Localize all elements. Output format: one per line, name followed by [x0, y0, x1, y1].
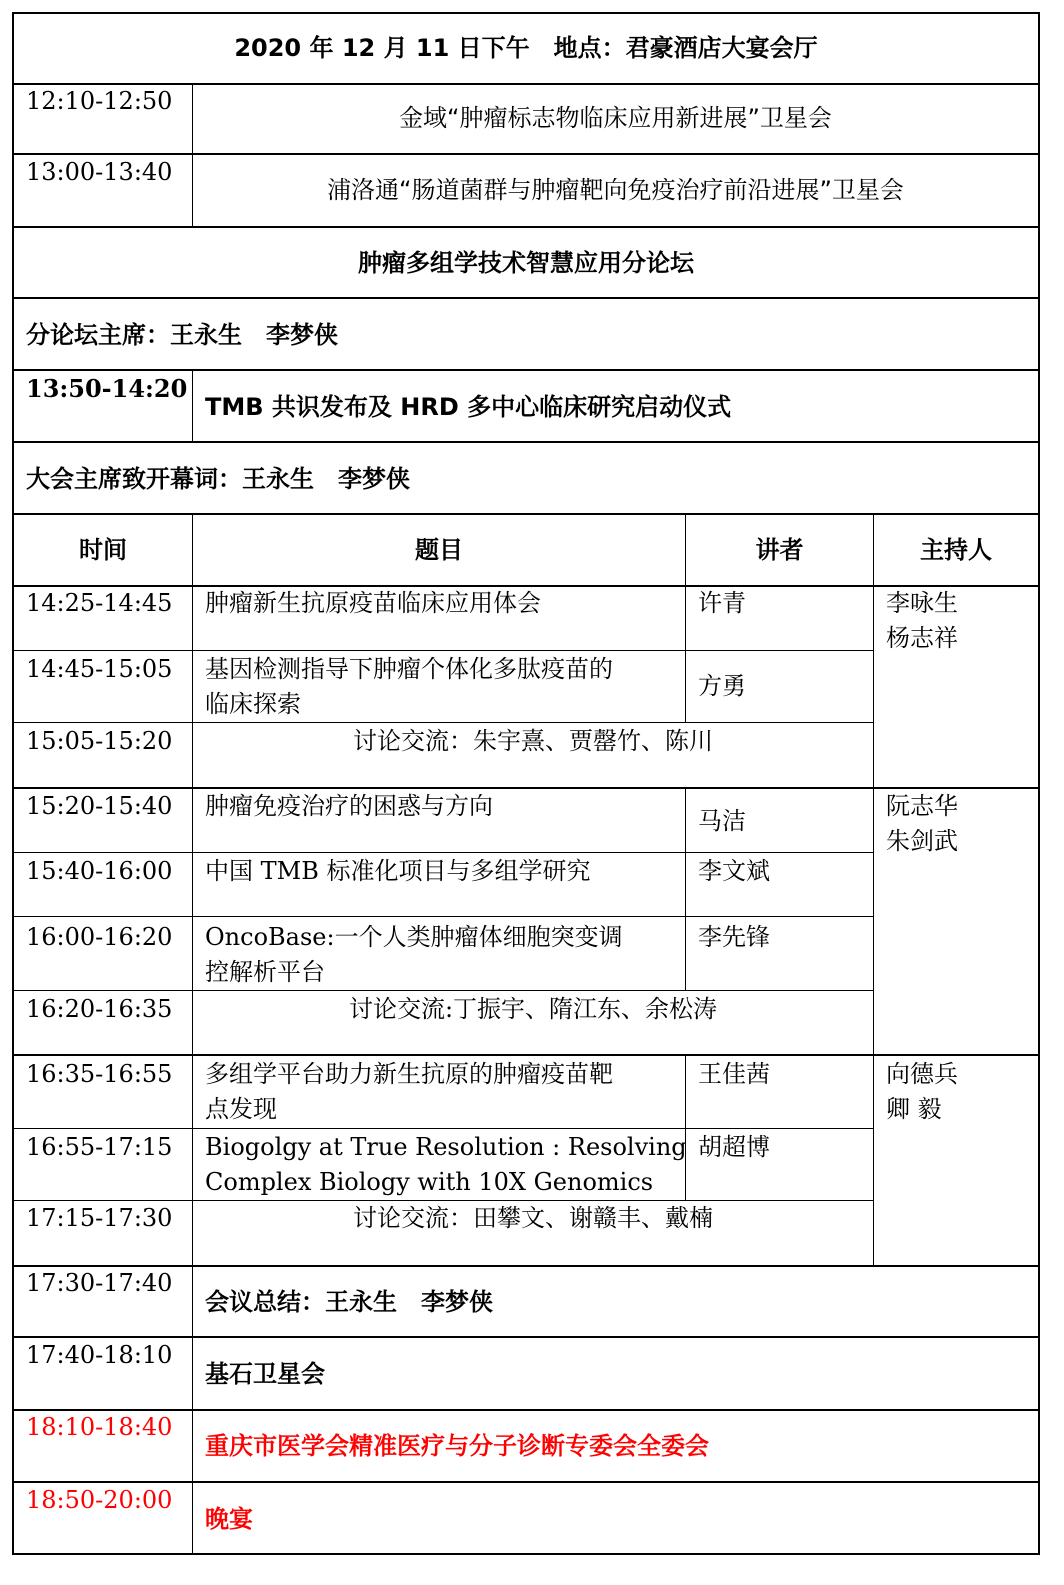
closing-time: 17:30-17:40 [26, 1269, 173, 1297]
talk-topic: Biogolgy at True Resolution : Resolving [205, 1133, 687, 1161]
closing-time: 18:50-20:00 [26, 1486, 173, 1514]
closing-title: 基石卫星会 [205, 1360, 325, 1388]
talk-time: 15:20-15:40 [26, 792, 173, 820]
talk-topic: 控解析平台 [205, 958, 325, 986]
session-host: 阮志华 [886, 792, 958, 820]
talk-topic: 中国 TMB 标准化项目与多组学研究 [205, 857, 591, 885]
session-host: 朱剑武 [886, 827, 958, 855]
header-host: 主持人 [920, 536, 992, 564]
talk-speaker: 李先锋 [698, 923, 770, 951]
talk-topic: Complex Biology with 10X Genomics [205, 1168, 654, 1196]
session-host: 向德兵 [886, 1060, 958, 1088]
closing-title: 晚宴 [205, 1505, 253, 1533]
launch-time: 13:50-14:20 [26, 374, 188, 403]
talk-topic: 临床探索 [205, 690, 301, 718]
closing-time: 18:10-18:40 [26, 1413, 173, 1441]
talk-speaker: 李文斌 [698, 857, 770, 885]
satellite-1-title: 金域“肿瘤标志物临床应用新进展”卫星会 [399, 104, 832, 132]
discussion-time: 15:05-15:20 [26, 727, 173, 755]
session-host: 杨志祥 [886, 624, 958, 652]
talk-topic: 肿瘤免疫治疗的困惑与方向 [205, 792, 493, 820]
closing-title: 会议总结：王永生 李梦侠 [205, 1288, 493, 1316]
header-speaker: 讲者 [755, 536, 804, 564]
opening-remarks: 大会主席致开幕词：王永生 李梦侠 [26, 465, 410, 493]
talk-topic: 点发现 [205, 1095, 277, 1123]
discussion-time: 17:15-17:30 [26, 1204, 173, 1232]
talk-speaker: 胡超博 [698, 1133, 770, 1161]
talk-topic: OncoBase:一个人类肿瘤体细胞突变调 [205, 923, 623, 951]
talk-topic: 基因检测指导下肿瘤个体化多肽疫苗的 [205, 655, 613, 683]
talk-speaker: 方勇 [698, 672, 746, 700]
talk-speaker: 马洁 [698, 807, 746, 835]
talk-topic: 多组学平台助力新生抗原的肿瘤疫苗靶 [205, 1060, 613, 1088]
talk-speaker: 王佳茜 [698, 1060, 770, 1088]
closing-title: 重庆市医学会精准医疗与分子诊断专委会全委会 [205, 1432, 709, 1460]
closing-time: 17:40-18:10 [26, 1341, 173, 1369]
talk-time: 14:25-14:45 [26, 589, 173, 617]
satellite-1-time: 12:10-12:50 [26, 87, 173, 115]
page-title: 2020 年 12 月 11 日下午 地点：君豪酒店大宴会厅 [234, 34, 818, 62]
forum-title: 肿瘤多组学技术智慧应用分论坛 [358, 249, 694, 277]
discussion-text: 讨论交流：朱宇熹、贾罄竹、陈川 [353, 727, 713, 755]
talk-time: 16:00-16:20 [26, 923, 173, 951]
talk-topic: 肿瘤新生抗原疫苗临床应用体会 [205, 589, 541, 617]
session-host: 李咏生 [886, 589, 958, 617]
launch-title: TMB 共识发布及 HRD 多中心临床研究启动仪式 [205, 393, 732, 421]
discussion-time: 16:20-16:35 [26, 995, 173, 1023]
session-host: 卿 毅 [886, 1095, 942, 1123]
satellite-2-title: 浦洛通“肠道菌群与肿瘤靶向免疫治疗前沿进展”卫星会 [327, 176, 904, 204]
talk-time: 16:35-16:55 [26, 1060, 173, 1088]
satellite-2-time: 13:00-13:40 [26, 158, 173, 186]
header-time: 时间 [79, 536, 127, 564]
forum-chairs: 分论坛主席：王永生 李梦侠 [26, 321, 338, 349]
talk-speaker: 许青 [698, 589, 746, 617]
talk-time: 16:55-17:15 [26, 1133, 173, 1161]
discussion-text: 讨论交流：田攀文、谢赣丰、戴楠 [353, 1204, 713, 1232]
header-topic: 题目 [415, 536, 463, 564]
discussion-text: 讨论交流:丁振宇、隋江东、余松涛 [348, 995, 718, 1023]
talk-time: 14:45-15:05 [26, 655, 173, 683]
talk-time: 15:40-16:00 [26, 857, 173, 885]
